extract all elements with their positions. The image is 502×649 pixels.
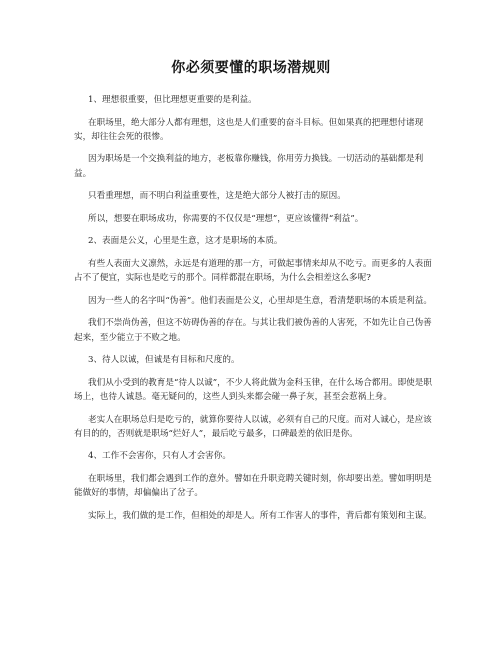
paragraph: 只看重理想，而不明白利益重要性，这是绝大部分人被打击的原因。: [88, 191, 346, 202]
paragraph: 因为一些人的名字叫“伪善”。他们表面是公义，心里却是生意，看清楚职场的本质是利益。: [88, 295, 432, 306]
paragraph: 老实人在职场总归是吃亏的，就算你要待人以诚，必须有自己的尺度。而对人诚心，是应该有目的的，否则就是职场“烂好人”，最后吃亏最多，口碑最差的依旧是你。: [74, 414, 432, 439]
heading-point-2: 2、表面是公义，心里是生意，这才是职场的本质。: [88, 236, 283, 247]
heading-point-4: 4、工作不会害你，只有人才会害你。: [88, 451, 231, 462]
paragraph: 有些人表面大义凛然，永远是有道理的那一方，可做起事情来却从不吃亏。而更多的人表面占不了便宜，实际也是吃亏的那个。同样都混在职场，为什么会相差这么多呢?: [74, 258, 432, 284]
paragraph: 因为职场是一个交换利益的地方，老板靠你赚钱，你用劳力换钱。一切活动的基础都是利益。: [74, 154, 424, 179]
heading-point-3: 3、待人以诚，但诚是有目标和尺度的。: [88, 355, 240, 366]
paragraph: 我们从小受到的教育是“待人以诚”，不少人将此做为金科玉律，在什么场合都用。即使是职场上，也待人诚恳。毫无疑问的，这些人到头来都会碰一鼻子灰，甚至会惹祸上身。: [74, 377, 432, 402]
document-title: 你必须要懂的职场潜规则: [171, 60, 331, 76]
paragraph: 实际上，我们做的是工作，但相处的却是人。所有工作害人的事件，背后都有策划和主谋。: [88, 510, 432, 521]
heading-point-1: 1、理想很重要，但比理想更重要的是利益。: [88, 95, 257, 105]
paragraph: 我们不崇尚伪善，但这不妨碍伪善的存在。与其让我们被伪善的人害死，不如先让自己伪善起来，至少能立于不败之地。: [74, 318, 432, 343]
paragraph: 所以，想要在职场成功，你需要的不仅仅是“理想”，更应该懂得“利益”。: [88, 213, 364, 224]
paragraph: 在职场里，我们都会遇到工作的意外。譬如在升职竞聘关键时刻，你却要出差。譬如明明是能做好的事情，却偏偏出了岔子。: [74, 473, 432, 499]
paragraph: 在职场里，绝大部分人都有理想，这也是人们重要的奋斗目标。但如果真的把理想付诸现实，却往往会死的很惨。: [74, 117, 424, 142]
document-body: [74, 93, 434, 531]
